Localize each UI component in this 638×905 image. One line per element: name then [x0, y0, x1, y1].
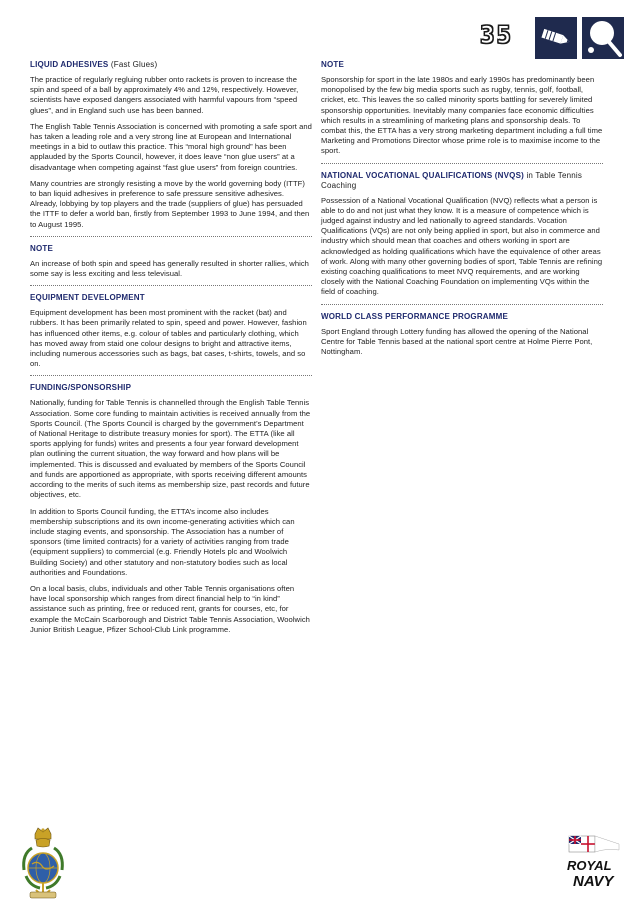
divider: [321, 304, 603, 305]
section-heading-world-class: WORLD CLASS PERFORMANCE PROGRAMME: [321, 311, 509, 321]
section-heading-liquid-adhesives: LIQUID ADHESIVES (Fast Glues): [30, 60, 158, 69]
paragraph: Nationally, funding for Table Tennis is channelled through the English Table Tennis Association. Some core funding to maintain activities is received annually from the Sports Council. (The Sports Council is charged by the government’s Department of National Heritage to distribute treasury monies for sport). The ETTA (like all sports applying for funds) writes and presents a four year forward development plan outlining the current situation, the way forward and how plans will be implemented. This is discussed and evaluated by members of the Sports Council and funds are apportioned as appropriate, with sports receiving different amounts according to the merits of such items as membership size, past records and future objectives, etc.: [30, 398, 311, 500]
paragraph: Many countries are strongly resisting a move by the world governing body (ITTF) to ban liquid adhesives in preference to safe pressure sensitive adhesives. Already, lobbying by top players and the trade (suppliers of glue) has persuaded the ITTF to defer a world ban, firstly from September 1993 to June 1994, and then to August 1995.: [30, 178, 310, 229]
paragraph: In addition to Sports Council funding, the ETTA’s income also includes membership subscriptions and its own income-generating activities which can include staging events, and sponsorship. The Association has a number of sponsors (time limited contracts) for a variety of activities ranging from trade (equipment suppliers) to commercial (e.g. Friendly Hotels plc and Woolwich Building Society) and other statutory and non-statutory bodies such as local authorities and Foundations.: [30, 506, 295, 577]
divider: [30, 236, 312, 237]
paragraph: Possession of a National Vocational Qualification (NVQ) reflects what a person is able to do and not just what they know. It is a measure of competence which is judged against industry and led nationally to agreed standards. Vocation Qualifications (VQs) are not only being applied in sport, but also in commerce and industry which should mean that coaches and others working in sport are acknowledged as holding qualifications which have the equivalence of other areas of work. Along with many other governing bodies of sport, Table Tennis are refining existing coaching qualifications to meet NVQ requirements, and are working closely with the National Coaching Foundation on implementing VQs within the field of coaching.: [321, 195, 603, 297]
paragraph: An increase of both spin and speed has generally resulted in shorter rallies, which some say is less exciting and less televisual.: [30, 258, 309, 279]
section-heading-note: NOTE: [30, 243, 54, 253]
table-tennis-icon: [582, 17, 624, 59]
page-number: 35: [480, 21, 513, 49]
left-column: [30, 60, 312, 641]
section-heading-nvq: NATIONAL VOCATIONAL QUALIFICATIONS (NVQS) in Table Tennis Coaching: [321, 170, 583, 190]
paragraph: On a local basis, clubs, individuals and other Table Tennis organisations often have local sponsorship which ranges from direct financial help to “in kind” assistance such as printing, free or reduced rent, grants for courses, etc, for example the McCain Scarborough and District Table Tennis Association, Woolwich Junior British League, Pfizer School-Club Link programme.: [30, 583, 310, 634]
paragraph: Sponsorship for sport in the late 1980s and early 1990s has predominantly been monopolised by the few big media sports such as rugby, tennis, golf, football, cricket, etc. This leaves the so called minority sports battling for severely limited sponsorship opportunities. Inevitably many companies face economic difficulties which results in a streamlining of marketing plans and sponsorship deals. To combat this, the ETTA has a very strong marketing department including a full time Marketing and Promotions Director whose prime role is to maximise income to the sport.: [321, 75, 603, 156]
paragraph: Equipment development has been most prominent with the racket (bat) and rubbers. It has been primarily related to spin, speed and power. However, fashion has influenced other items, e.g. colour of tables and particularly clothing, which has moved away from staid one colour designs to bright and attractive items, including numerous accessories such as bags, bat cases, t-shirts, towels, and so on.: [30, 308, 307, 369]
pen-icon: [535, 17, 577, 59]
divider: [30, 375, 312, 376]
right-column: [321, 60, 603, 363]
section-heading-funding: FUNDING/SPONSORSHIP: [30, 383, 132, 393]
section-heading-note: NOTE: [321, 60, 345, 69]
paragraph: Sport England through Lottery funding has allowed the opening of the National Centre for Table Tennis based at the national sport centre at Holme Pierre Pont, Nottingham.: [321, 326, 593, 357]
paragraph: The practice of regularly regluing rubber onto rackets is proven to increase the spin and speed of a ball by approximately 4% and 12%, respectively. However, scientists have exposed dangers associated with harmful vapours from “speed glues”, and in England such use has been banned.: [30, 75, 299, 115]
royal-marines-crest: [18, 826, 68, 900]
divider: [30, 285, 312, 286]
divider: [321, 163, 603, 164]
royal-navy-logo: [565, 834, 627, 892]
section-heading-equipment: EQUIPMENT DEVELOPMENT: [30, 293, 145, 303]
svg-text:NAVY: NAVY: [573, 873, 614, 890]
paragraph: The English Table Tennis Association is concerned with promoting a safe sport and has taken a leading role and a very strong line at European and International meetings in a bid to outlaw this practice. This “moral high ground” has been applauded by the Sports Council, however, it does leave “non glue users” at a disadvantage when competing against “fast glue users” from foreign countries.: [30, 121, 312, 172]
svg-text:ROYAL: ROYAL: [567, 858, 612, 873]
